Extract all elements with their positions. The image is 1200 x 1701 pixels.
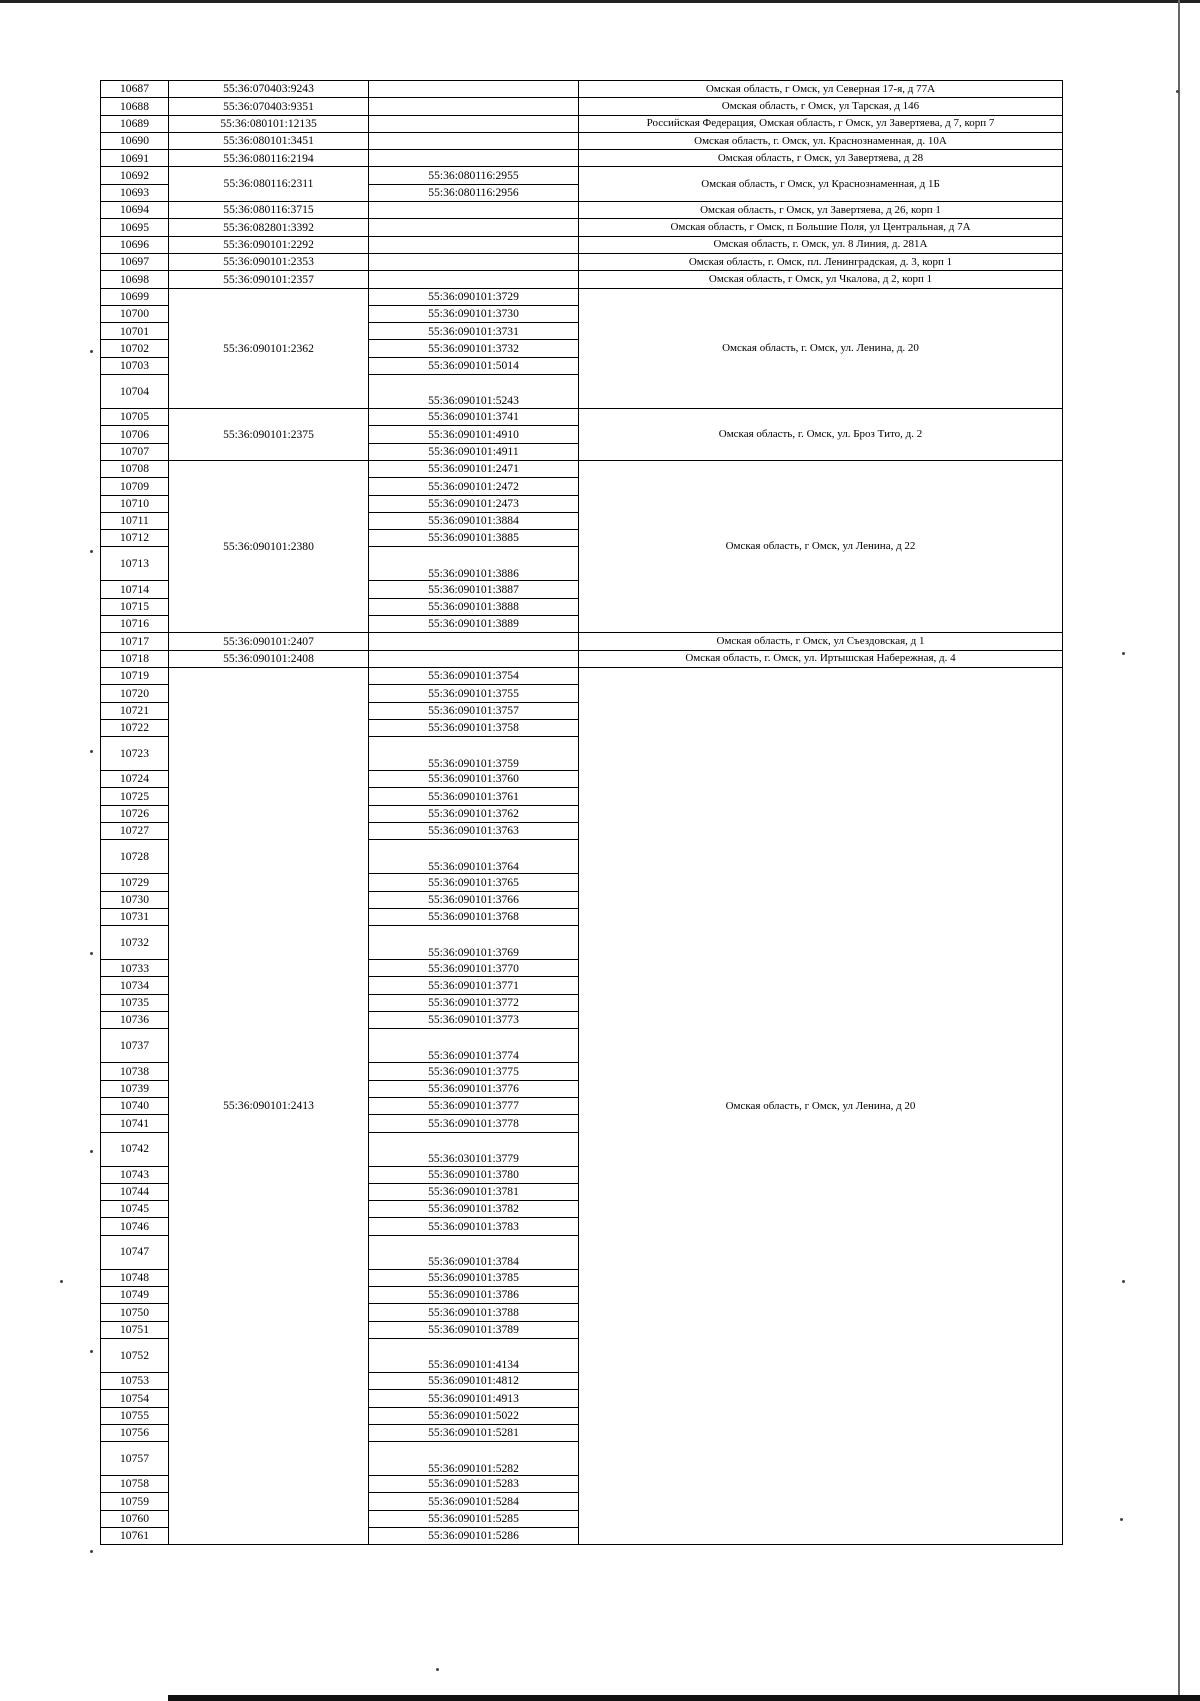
sub-object-cadastral-cell: 55:36:090101:4913 [369,1390,579,1407]
table-row [101,633,1063,650]
row-number-cell: 10704 [101,375,169,409]
sub-object-cadastral-cell: 55:36:080116:2956 [369,184,579,201]
sub-object-cadastral-cell: 55:36:090101:3757 [369,702,579,719]
row-number-cell: 10702 [101,340,169,357]
sub-object-cadastral-cell: 55:36:090101:3761 [369,788,579,805]
row-number-cell: 10703 [101,357,169,374]
row-number-cell: 10740 [101,1097,169,1114]
row-number-cell: 10727 [101,822,169,839]
register-table-body [101,81,1063,1545]
scan-speck [1122,1280,1125,1283]
sub-object-cadastral-cell: 55:36:090101:3884 [369,512,579,529]
row-number-cell: 10723 [101,737,169,771]
sub-object-cadastral-cell: 55:36:090101:3763 [369,822,579,839]
row-number-cell: 10741 [101,1115,169,1132]
row-number-cell: 10713 [101,547,169,581]
cadastral-number-cell: 55:36:090101:2375 [169,409,369,461]
address-cell: Омская область, г Омск, ул Северная 17-я, д 77А [579,81,1063,98]
sub-object-cadastral-cell: 55:36:090101:3776 [369,1080,579,1097]
row-number-cell: 10759 [101,1493,169,1510]
table-row [101,271,1063,288]
sub-object-cadastral-cell: 55:36:090101:3774 [369,1029,579,1063]
row-number-cell: 10744 [101,1183,169,1200]
sub-object-cadastral-cell: 55:36:090101:3770 [369,960,579,977]
row-number-cell: 10710 [101,495,169,512]
sub-object-cadastral-cell: 55:36:090101:3768 [369,908,579,925]
row-number-cell: 10730 [101,891,169,908]
sub-object-cadastral-cell: 55:36:090101:3789 [369,1321,579,1338]
row-number-cell: 10761 [101,1528,169,1545]
sub-object-cadastral-cell: 55:36:090101:3781 [369,1183,579,1200]
row-number-cell: 10689 [101,115,169,132]
address-cell: Омская область, г Омск, ул Краснознаменная, д 1Б [579,167,1063,202]
sub-object-cadastral-cell: 55:36:090101:5022 [369,1407,579,1424]
cadastral-number-cell: 55:36:090101:2407 [169,633,369,650]
sub-object-cadastral-cell: 55:36:090101:5014 [369,357,579,374]
scan-speck [90,1150,93,1153]
row-number-cell: 10735 [101,994,169,1011]
sub-object-cadastral-cell: 55:36:090101:3778 [369,1115,579,1132]
table-row [101,132,1063,149]
sub-object-cadastral-cell: 55:36:090101:5281 [369,1424,579,1441]
table-row [101,460,1063,477]
sub-object-cadastral-cell: 55:36:090101:3758 [369,719,579,736]
sub-object-cadastral-cell: 55:36:090101:4910 [369,426,579,443]
row-number-cell: 10717 [101,633,169,650]
row-number-cell: 10694 [101,202,169,219]
row-number-cell: 10718 [101,650,169,667]
sub-object-cadastral-cell: 55:36:090101:3766 [369,891,579,908]
sub-object-cadastral-cell: 55:36:090101:3760 [369,771,579,788]
sub-object-cadastral-cell: 55:36:090101:3780 [369,1166,579,1183]
sub-object-cadastral-cell: 55:36:090101:3755 [369,685,579,702]
sub-object-cadastral-cell: 55:36:090101:3762 [369,805,579,822]
address-cell: Омская область, г Омск, ул Съездовская, д 1 [579,633,1063,650]
row-number-cell: 10742 [101,1132,169,1166]
row-number-cell: 10755 [101,1407,169,1424]
row-number-cell: 10696 [101,236,169,253]
sub-object-cadastral-cell: 55:36:090101:2473 [369,495,579,512]
cadastral-number-cell: 55:36:082801:3392 [169,219,369,236]
address-cell: Омская область, г. Омск, ул. Броз Тито, д. 2 [579,409,1063,461]
table-row [101,167,1063,184]
scan-speck [436,1668,439,1671]
sub-object-cadastral-cell: 55:36:090101:4911 [369,443,579,460]
scan-edge-top [0,0,1200,3]
sub-object-cadastral-cell [369,150,579,167]
table-row [101,150,1063,167]
cadastral-number-cell: 55:36:080101:3451 [169,132,369,149]
sub-object-cadastral-cell: 55:36:090101:2471 [369,460,579,477]
sub-object-cadastral-cell: 55:36:090101:3754 [369,667,579,684]
sub-object-cadastral-cell: 55:36:090101:3772 [369,994,579,1011]
cadastral-number-cell: 55:36:090101:2357 [169,271,369,288]
table-row [101,219,1063,236]
scan-speck [60,1280,63,1283]
cadastral-number-cell: 55:36:080116:3715 [169,202,369,219]
row-number-cell: 10721 [101,702,169,719]
scan-speck [1120,1518,1123,1521]
row-number-cell: 10748 [101,1269,169,1286]
row-number-cell: 10699 [101,288,169,305]
cadastral-number-cell: 55:36:090101:2292 [169,236,369,253]
sub-object-cadastral-cell [369,132,579,149]
address-cell: Омская область, г. Омск, ул. 8 Линия, д. 281А [579,236,1063,253]
sub-object-cadastral-cell: 55:36:090101:3788 [369,1304,579,1321]
sub-object-cadastral-cell: 55:36:090101:3784 [369,1235,579,1269]
cadastral-number-cell: 55:36:080101:12135 [169,115,369,132]
sub-object-cadastral-cell: 55:36:090101:3889 [369,616,579,633]
cadastral-number-cell: 55:36:090101:2380 [169,460,369,632]
sub-object-cadastral-cell: 55:36:090101:3730 [369,305,579,322]
row-number-cell: 10692 [101,167,169,184]
scan-edge-right [1178,0,1180,1701]
address-cell: Омская область, г Омск, ул Ленина, д 20 [579,667,1063,1544]
sub-object-cadastral-cell [369,271,579,288]
sub-object-cadastral-cell: 55:36:090101:3769 [369,926,579,960]
row-number-cell: 10725 [101,788,169,805]
scan-speck [90,550,93,553]
address-cell: Российская Федерация, Омская область, г Омск, ул Завертяева, д 7, корп 7 [579,115,1063,132]
row-number-cell: 10758 [101,1476,169,1493]
row-number-cell: 10714 [101,581,169,598]
row-number-cell: 10737 [101,1029,169,1063]
sub-object-cadastral-cell [369,98,579,115]
sub-object-cadastral-cell [369,219,579,236]
row-number-cell: 10745 [101,1201,169,1218]
sub-object-cadastral-cell: 55:36:090101:4134 [369,1338,579,1372]
scan-speck [90,350,93,353]
row-number-cell: 10715 [101,598,169,615]
table-row [101,202,1063,219]
row-number-cell: 10753 [101,1372,169,1389]
cadastral-number-cell: 55:36:090101:2413 [169,667,369,1544]
sub-object-cadastral-cell [369,650,579,667]
address-cell: Омская область, г Омск, ул Ленина, д 22 [579,460,1063,632]
sub-object-cadastral-cell: 55:36:090101:3775 [369,1063,579,1080]
table-row [101,650,1063,667]
sub-object-cadastral-cell: 55:36:090101:2472 [369,478,579,495]
sub-object-cadastral-cell: 55:36:090101:5283 [369,1476,579,1493]
scan-speck [90,952,93,955]
address-cell: Омская область, г Омск, ул Завертяева, д 28 [579,150,1063,167]
table-row [101,667,1063,684]
row-number-cell: 10760 [101,1510,169,1527]
row-number-cell: 10751 [101,1321,169,1338]
sub-object-cadastral-cell [369,236,579,253]
row-number-cell: 10707 [101,443,169,460]
cadastral-number-cell: 55:36:080116:2311 [169,167,369,202]
sub-object-cadastral-cell: 55:36:090101:3773 [369,1012,579,1029]
row-number-cell: 10746 [101,1218,169,1235]
scan-speck [1122,652,1125,655]
scan-speck [90,1350,93,1353]
cadastral-register-table [100,80,1063,1545]
row-number-cell: 10752 [101,1338,169,1372]
sub-object-cadastral-cell: 55:36:090101:3785 [369,1269,579,1286]
row-number-cell: 10720 [101,685,169,702]
sub-object-cadastral-cell: 55:36:090101:5285 [369,1510,579,1527]
row-number-cell: 10693 [101,184,169,201]
row-number-cell: 10691 [101,150,169,167]
sub-object-cadastral-cell: 55:36:090101:3786 [369,1287,579,1304]
row-number-cell: 10709 [101,478,169,495]
row-number-cell: 10698 [101,271,169,288]
row-number-cell: 10716 [101,616,169,633]
row-number-cell: 10731 [101,908,169,925]
address-cell: Омская область, г. Омск, ул. Иртышская Набережная, д. 4 [579,650,1063,667]
cadastral-number-cell: 55:36:090101:2408 [169,650,369,667]
sub-object-cadastral-cell: 55:36:090101:3732 [369,340,579,357]
scan-edge-bottom [168,1695,1200,1701]
sub-object-cadastral-cell: 55:36:080116:2955 [369,167,579,184]
row-number-cell: 10726 [101,805,169,822]
row-number-cell: 10688 [101,98,169,115]
row-number-cell: 10736 [101,1012,169,1029]
row-number-cell: 10733 [101,960,169,977]
sub-object-cadastral-cell: 55:36:090101:3771 [369,977,579,994]
sub-object-cadastral-cell: 55:36:090101:3731 [369,323,579,340]
sub-object-cadastral-cell: 55:36:090101:3729 [369,288,579,305]
row-number-cell: 10719 [101,667,169,684]
row-number-cell: 10732 [101,926,169,960]
row-number-cell: 10706 [101,426,169,443]
address-cell: Омская область, г. Омск, пл. Ленинградская, д. 3, корп 1 [579,253,1063,270]
sub-object-cadastral-cell [369,81,579,98]
row-number-cell: 10747 [101,1235,169,1269]
row-number-cell: 10724 [101,771,169,788]
row-number-cell: 10708 [101,460,169,477]
address-cell: Омская область, г. Омск, ул. Ленина, д. 20 [579,288,1063,408]
table-row [101,81,1063,98]
row-number-cell: 10695 [101,219,169,236]
sub-object-cadastral-cell: 55:36:090101:3885 [369,530,579,547]
address-cell: Омская область, г. Омск, ул. Краснознаменная, д. 10А [579,132,1063,149]
row-number-cell: 10738 [101,1063,169,1080]
sub-object-cadastral-cell: 55:36:090101:3887 [369,581,579,598]
table-row [101,253,1063,270]
row-number-cell: 10743 [101,1166,169,1183]
sub-object-cadastral-cell: 55:36:090101:3888 [369,598,579,615]
row-number-cell: 10728 [101,840,169,874]
table-row [101,115,1063,132]
sub-object-cadastral-cell: 55:36:090101:3741 [369,409,579,426]
row-number-cell: 10711 [101,512,169,529]
row-number-cell: 10750 [101,1304,169,1321]
row-number-cell: 10712 [101,530,169,547]
sub-object-cadastral-cell: 55:36:090101:3759 [369,737,579,771]
sub-object-cadastral-cell [369,633,579,650]
sub-object-cadastral-cell [369,202,579,219]
row-number-cell: 10690 [101,132,169,149]
cadastral-number-cell: 55:36:080116:2194 [169,150,369,167]
scan-speck [90,1550,93,1553]
sub-object-cadastral-cell: 55:36:090101:5284 [369,1493,579,1510]
row-number-cell: 10722 [101,719,169,736]
scan-speck [90,750,93,753]
row-number-cell: 10705 [101,409,169,426]
row-number-cell: 10757 [101,1442,169,1476]
row-number-cell: 10754 [101,1390,169,1407]
sub-object-cadastral-cell: 55:36:090101:3886 [369,547,579,581]
row-number-cell: 10734 [101,977,169,994]
row-number-cell: 10739 [101,1080,169,1097]
row-number-cell: 10756 [101,1424,169,1441]
sub-object-cadastral-cell: 55:36:090101:3764 [369,840,579,874]
table-row [101,98,1063,115]
address-cell: Омская область, г Омск, ул Завертяева, д 26, корп 1 [579,202,1063,219]
sub-object-cadastral-cell: 55:36:090101:4812 [369,1372,579,1389]
cadastral-number-cell: 55:36:070403:9243 [169,81,369,98]
sub-object-cadastral-cell [369,253,579,270]
row-number-cell: 10729 [101,874,169,891]
cadastral-number-cell: 55:36:090101:2362 [169,288,369,408]
table-row [101,288,1063,305]
row-number-cell: 10700 [101,305,169,322]
sub-object-cadastral-cell: 55:36:090101:3783 [369,1218,579,1235]
sub-object-cadastral-cell [369,115,579,132]
row-number-cell: 10701 [101,323,169,340]
row-number-cell: 10687 [101,81,169,98]
cadastral-number-cell: 55:36:070403:9351 [169,98,369,115]
sub-object-cadastral-cell: 55:36:090101:3765 [369,874,579,891]
address-cell: Омская область, г Омск, ул Тарская, д 146 [579,98,1063,115]
table-row [101,409,1063,426]
row-number-cell: 10697 [101,253,169,270]
sub-object-cadastral-cell: 55:36:090101:3782 [369,1201,579,1218]
sub-object-cadastral-cell: 55:36:090101:3777 [369,1097,579,1114]
sub-object-cadastral-cell: 55:36:030101:3779 [369,1132,579,1166]
row-number-cell: 10749 [101,1287,169,1304]
sub-object-cadastral-cell: 55:36:090101:5286 [369,1528,579,1545]
address-cell: Омская область, г Омск, ул Чкалова, д 2, корп 1 [579,271,1063,288]
scan-speck [1176,90,1179,93]
address-cell: Омская область, г Омск, п Большие Поля, ул Центральная, д 7А [579,219,1063,236]
cadastral-number-cell: 55:36:090101:2353 [169,253,369,270]
sub-object-cadastral-cell: 55:36:090101:5243 [369,375,579,409]
table-row [101,236,1063,253]
sub-object-cadastral-cell: 55:36:090101:5282 [369,1442,579,1476]
